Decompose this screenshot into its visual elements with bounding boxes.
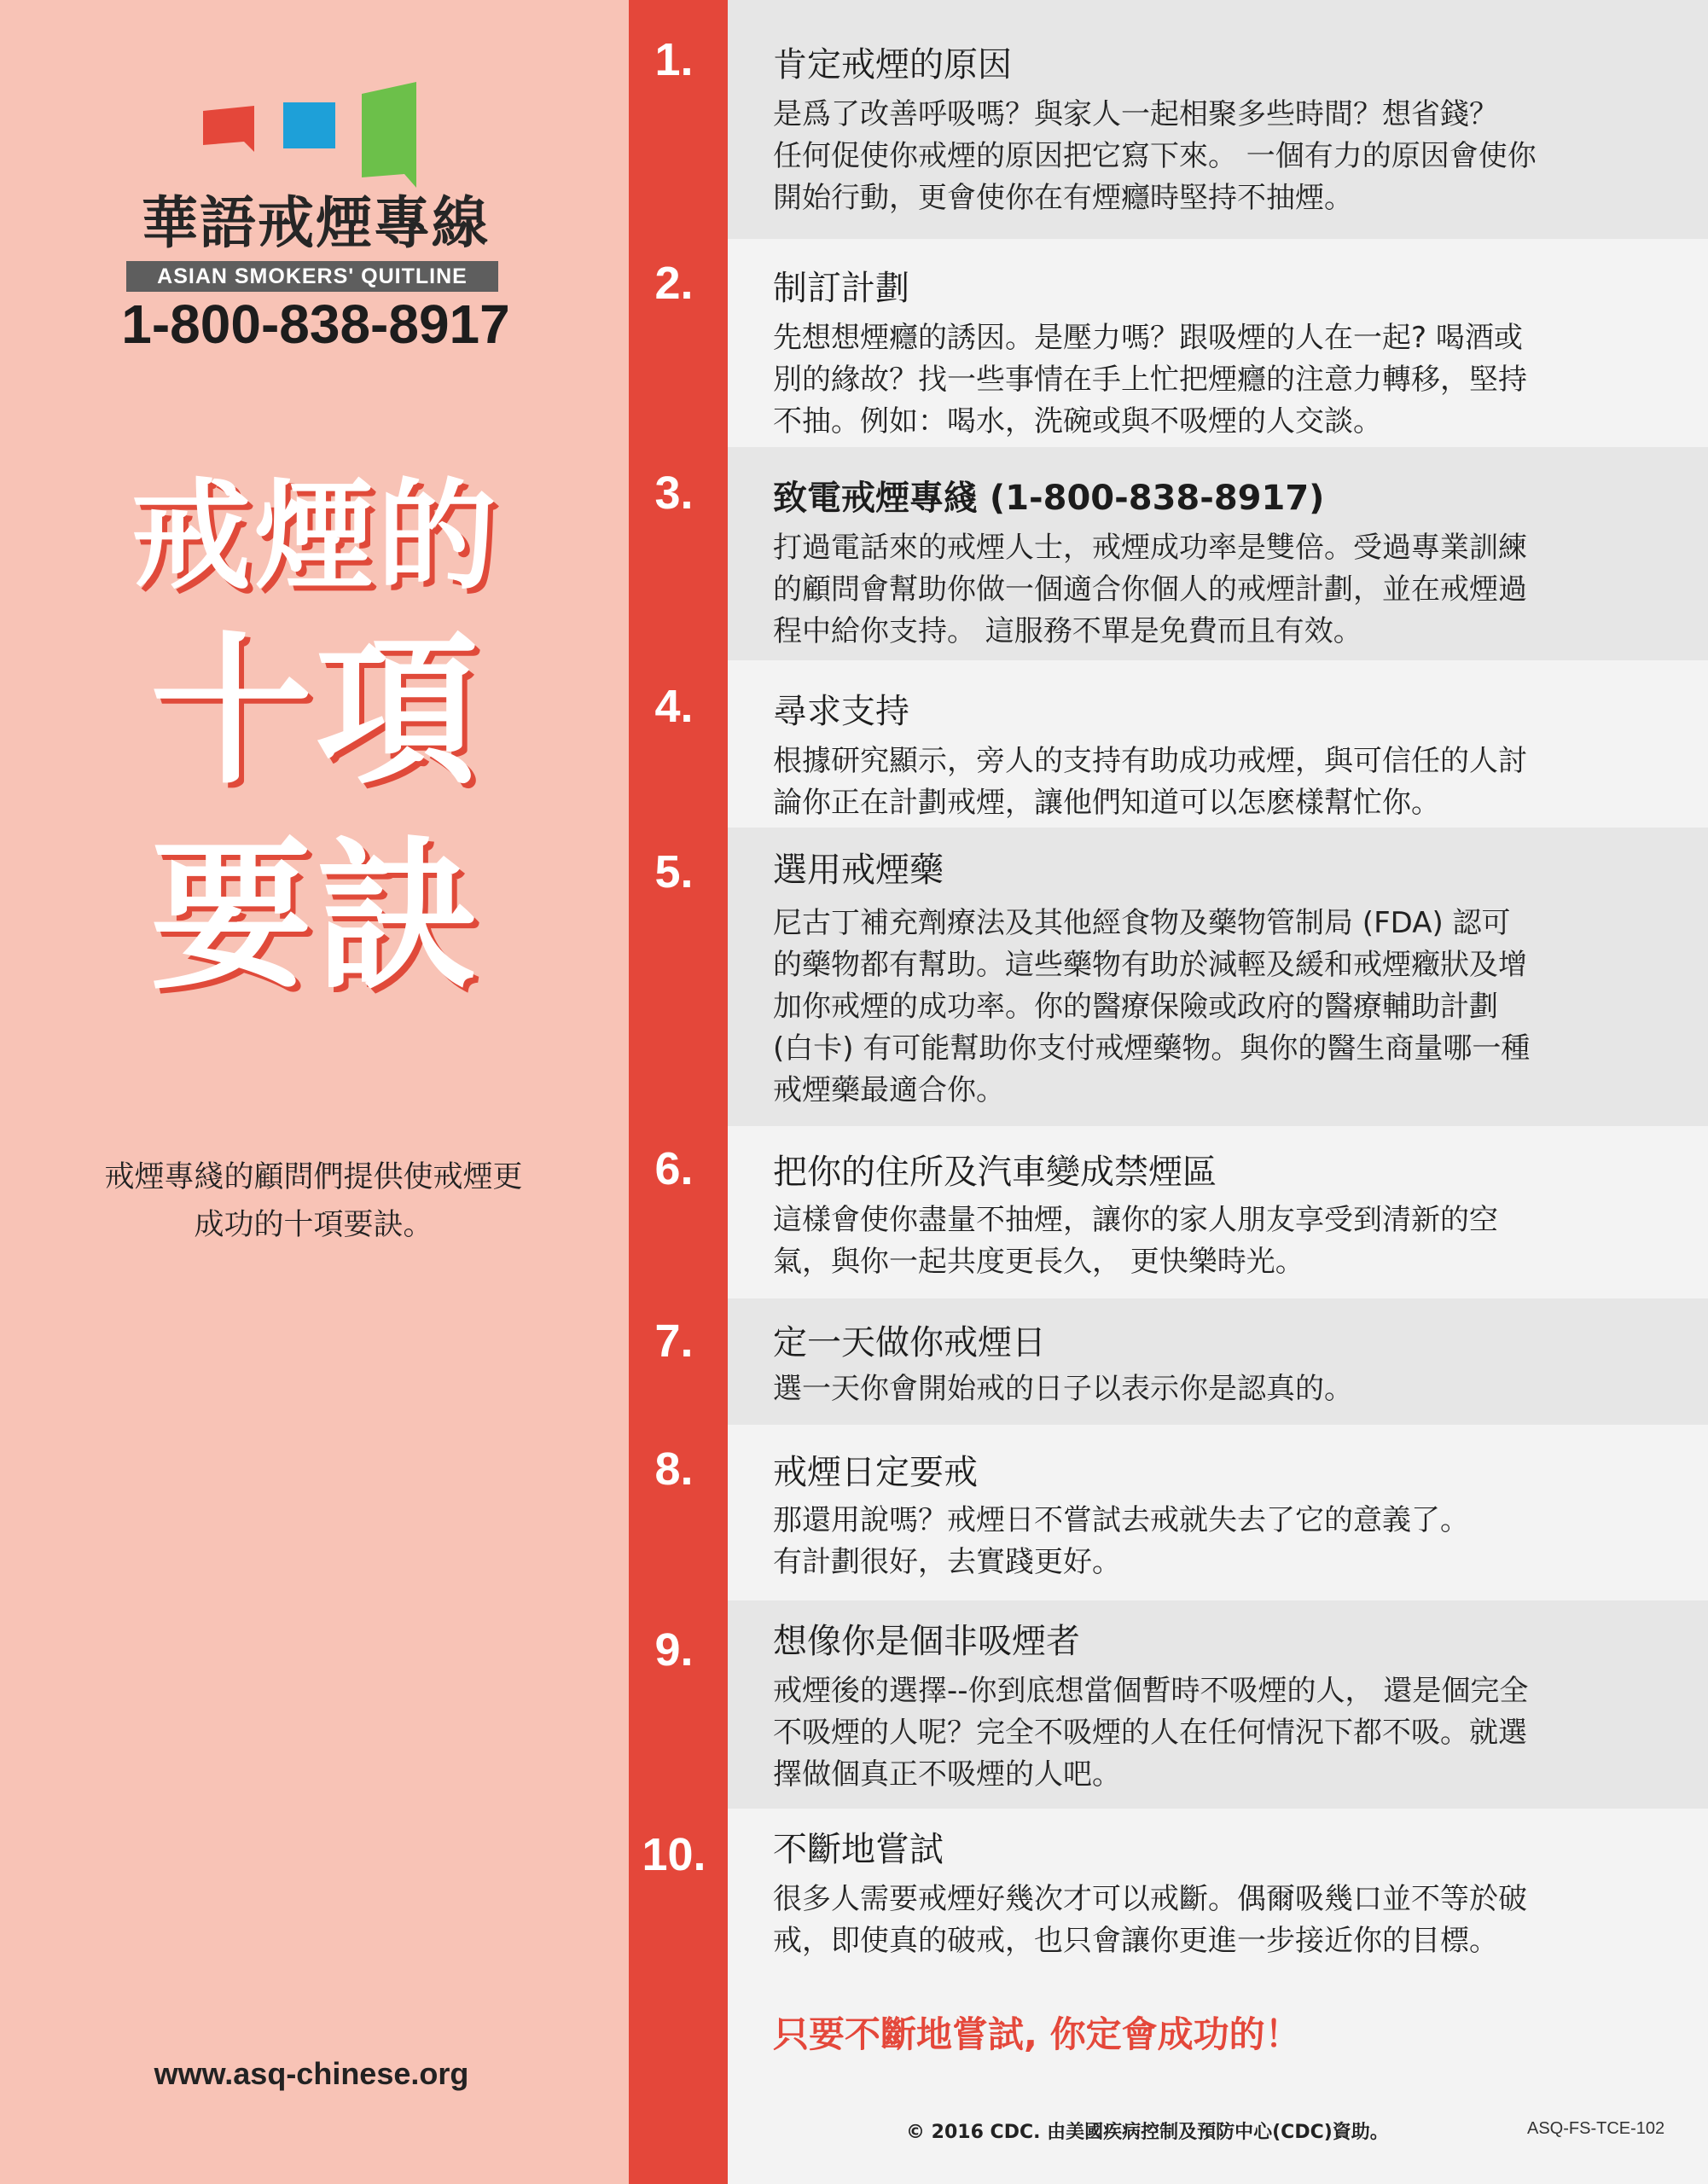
quitline-phone-number: 1-800-838-8917 xyxy=(121,293,510,355)
tip-body xyxy=(773,317,1677,443)
tip-line: 程中給你支持。 這服務不單是免費而且有效。 xyxy=(773,614,1362,648)
logo-english-name: ASIAN SMOKERS' QUITLINE xyxy=(126,261,498,292)
tip-number: 4. xyxy=(654,681,694,732)
tip-body xyxy=(773,1199,1677,1283)
tip-number: 3. xyxy=(654,468,694,519)
tip-line: 論你正在計劃戒煙，讓他們知道可以怎麽樣幫忙你。 xyxy=(773,786,1440,820)
tip-line: 尼古丁補充劑療法及其他經食物及藥物管制局 (FDA) 認可 xyxy=(773,906,1511,940)
tip-line: 是爲了改善呼吸嗎？與家人一起相聚多些時間？想省錢？ xyxy=(773,97,1498,131)
tip-6 xyxy=(654,1126,1708,1298)
tip-line: 不抽。例如：喝水，洗碗或與不吸煙的人交談。 xyxy=(773,404,1382,439)
website-url[interactable]: www.asq-chinese.org xyxy=(154,2056,469,2091)
tip-line: 擇做個真正不吸煙的人吧。 xyxy=(773,1757,1121,1792)
tip-body xyxy=(773,1500,1677,1583)
tip-line: 根據研究顯示，旁人的支持有助成功戒煙，與可信任的人討 xyxy=(773,744,1527,778)
tip-number: 2. xyxy=(654,258,694,309)
tip-line: 加你戒煙的成功率。你的醫療保險或政府的醫療輔助計劃 xyxy=(773,990,1498,1024)
logo-chinese-name: 華語戒煙專線 xyxy=(142,190,490,256)
main-title-line-3: 要訣 xyxy=(149,822,481,1011)
tip-line: 打過電話來的戒煙人士，戒煙成功率是雙倍。受過專業訓練 xyxy=(773,531,1527,565)
tip-line: 戒，即使真的破戒，也只會讓你更進一步接近你的目標。 xyxy=(773,1924,1498,1958)
tip-title: 尋求支持 xyxy=(773,692,909,731)
logo-flags-icon xyxy=(203,82,425,193)
main-title-line-2: 十項 xyxy=(149,618,481,806)
tip-title: 選用戒煙藥 xyxy=(773,851,944,890)
tip-line: 任何促使你戒煙的原因把它寫下來。 一個有力的原因會使你 xyxy=(773,139,1537,173)
tip-body xyxy=(773,1368,1677,1410)
tip-line: 先想想煙癮的誘因。是壓力嗎？跟吸煙的人在一起? 喝酒或 xyxy=(773,321,1523,355)
tip-number: 8. xyxy=(654,1443,694,1495)
tip-line: 開始行動，更會使你在有煙癮時堅持不抽煙。 xyxy=(773,181,1353,215)
tip-line: 不吸煙的人呢？完全不吸煙的人在任何情況下都不吸。就選 xyxy=(773,1716,1527,1750)
tip-title: 把你的住所及汽車變成禁煙區 xyxy=(773,1153,1217,1192)
intro-line-1: 戒煙專綫的顧問們提供使戒煙更 xyxy=(104,1160,523,1194)
tip-title: 肯定戒煙的原因 xyxy=(773,45,1012,84)
tip-5 xyxy=(654,828,1708,1126)
tip-line: 的藥物都有幫助。這些藥物有助於減輕及緩和戒煙癥狀及增 xyxy=(773,948,1527,982)
tip-8 xyxy=(654,1425,1708,1600)
tip-line: 戒煙後的選擇--你到底想當個暫時不吸煙的人， 還是個完全 xyxy=(773,1674,1529,1708)
tip-number: 6. xyxy=(654,1143,694,1194)
tip-line: 別的緣故？找一些事情在手上忙把煙癮的注意力轉移，堅持 xyxy=(773,363,1527,397)
tip-line: 這樣會使你盡量不抽煙，讓你的家人朋友享受到清新的空 xyxy=(773,1203,1498,1237)
tip-line: 很多人需要戒煙好幾次才可以戒斷。偶爾吸幾口並不等於破 xyxy=(773,1882,1527,1916)
tip-9 xyxy=(654,1600,1708,1809)
copyright-notice: © 2016 CDC. 由美國疾病控制及預防中心(CDC)資助。 xyxy=(906,2122,1389,2143)
left-panel xyxy=(0,0,629,2184)
closing-slogan: 只要不斷地嘗試, 你定會成功的！ xyxy=(773,2013,1301,2055)
tip-title: 不斷地嘗試 xyxy=(773,1830,944,1869)
tip-3 xyxy=(654,447,1708,660)
tip-number: 5. xyxy=(654,846,694,897)
tip-body xyxy=(773,741,1677,824)
intro-text xyxy=(64,1153,563,1249)
tip-body xyxy=(773,1670,1677,1796)
tip-body xyxy=(773,94,1677,219)
main-title-line-1: 戒煙的 xyxy=(131,468,500,607)
tip-7 xyxy=(654,1298,1708,1425)
tip-1 xyxy=(654,0,1708,239)
tip-line: 戒煙藥最適合你。 xyxy=(773,1073,1005,1107)
tip-title: 致電戒煙專綫 (1-800-838-8917) xyxy=(773,479,1325,518)
tip-number: 7. xyxy=(654,1316,694,1367)
document-code: ASQ-FS-TCE-102 xyxy=(1527,2119,1665,2138)
tip-line: 的顧問會幫助你做一個適合你個人的戒煙計劃，並在戒煙過 xyxy=(773,572,1527,607)
tip-title: 定一天做你戒煙日 xyxy=(773,1323,1046,1362)
tip-body xyxy=(773,527,1677,653)
tip-number: 1. xyxy=(654,34,694,85)
tip-number: 10. xyxy=(642,1829,706,1880)
tip-2 xyxy=(654,239,1708,447)
tip-4 xyxy=(654,660,1708,828)
tip-number: 9. xyxy=(654,1624,694,1676)
tip-body xyxy=(773,1879,1677,1962)
tip-line: 氣，與你一起共度更長久， 更快樂時光。 xyxy=(773,1245,1304,1279)
tip-line: 選一天你會開始戒的日子以表示你是認真的。 xyxy=(773,1372,1353,1406)
tip-title: 戒煙日定要戒 xyxy=(773,1453,978,1492)
tip-body xyxy=(773,903,1677,1112)
tip-line: 有計劃很好，去實踐更好。 xyxy=(773,1545,1121,1579)
tip-title: 制訂計劃 xyxy=(773,269,909,308)
tip-title: 想像你是個非吸煙者 xyxy=(773,1622,1080,1661)
tip-line: 那還用說嗎？戒煙日不嘗試去戒就失去了它的意義了。 xyxy=(773,1503,1469,1537)
tip-line: (白卡) 有可能幫助你支付戒煙藥物。與你的醫生商量哪一種 xyxy=(773,1031,1531,1066)
intro-line-2: 成功的十項要訣。 xyxy=(194,1208,433,1242)
